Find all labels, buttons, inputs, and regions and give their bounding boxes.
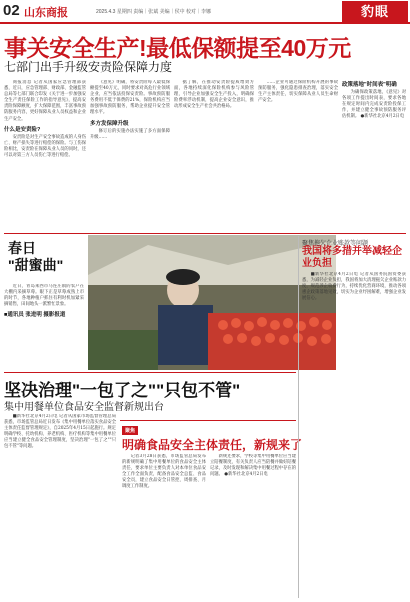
paragraph: 记者3月28日获悉，市场监管总局发布的新规明确了集中用餐单位的食品安全主体责任，要求单位主要负责人对本单位食品安全工作全面负责，配备食品安全总监、食品安全员，建立食品安全日管控、周排查、月调度工作制度。 — [122, 454, 206, 490]
photo-caption — [4, 284, 84, 370]
section-heading: 多方发保障升级 — [90, 120, 129, 127]
section-heading: 什么是安责险? — [4, 126, 41, 133]
lead-subheadline: 七部门出手升级安责险保障力度 — [4, 60, 173, 74]
photo-credit: ■通讯员 张进明 摄影报道 — [4, 312, 66, 319]
paragraph: 新规还要求，学校等集中用餐单位应当建立陪餐制度，有关负责人应当陪餐并做好陪餐记录，及时发现和解决集中用餐过程中存在的问题。 ●新华社北京4月2日电 — [210, 454, 296, 478]
paragraph: 安责险是对生产安全事故造成的人身伤亡、财产损失等进行赔偿的保险。与工伤保险相比，安责险在保障从业人员的同时，还可以对第三方人员伤亡等进行赔偿。 — [4, 134, 86, 158]
paragraph: 为确保政策落地，《意见》对各项工作提出时间表，要求各地在规定时间内完成安责险投保工作，并建立健全事故预防服务评估机制。 ●新华社北京4月2日电 — [342, 90, 406, 120]
paragraph: ■新华社北京4月2日电 记者从国家市场监督管理总局获悉，市场监管总局近日发布《集中用餐单位落实食品安全主体责任监督管理规定》，自2025年4月15日起施行。规定明确学校、托幼机构、养老机构、医疗机构等集中用餐单位应当建立健全食品安全管理制度，坚决治理"一包了之""只包不管"等问题。 — [4, 414, 116, 450]
second-subheadline: 集中用餐单位食品安全监督新规出台 — [4, 402, 164, 413]
paragraph: 近日，青岛莱西市马连庄镇的农户在大棚内采摘草莓。眼下正是草莓成熟上市的时节，各地种植户抓住有利时机加紧采摘销售，田间地头一派繁忙景象。 — [4, 284, 84, 308]
photo-title-line-1: 春日 — [8, 240, 36, 256]
photo-title-line-2: "甜蜜曲" — [8, 257, 64, 273]
lead-column-1 — [4, 80, 86, 232]
photo-illustration — [88, 235, 336, 370]
paragraph: ……企业可通过保险机构开展的事故预防服务，强化隐患排查治理，落实安全生产主体责任，切实保障从业人员生命财产安全。 — [258, 80, 338, 104]
paragraph: 据了解，在推动安责险提质增效方面，各地持续深化保险机构参与风险管理，引导企业加强安全生产投入，明确保险费率浮动机制，提高企业安全意识，推动形成安全生产社会共治格局。 — [174, 80, 254, 110]
section-heading: 政策落地"时间表"明确 — [342, 82, 397, 88]
paragraph: 商报消息 记者从国家应急管理部获悉，近日，应急管理部、财政部、金融监管总局等七部门联合印发《关于进一步加强安全生产责任保险工作的指导意见》，提高安责险保障额度，扩大保障范围，丰富事故预防服务内容，更好保障从业人员权益和企业生产安全。 — [4, 80, 86, 122]
comment-column-2 — [210, 454, 296, 598]
sidebar-kicker: 聚焦拖欠企业账款等问题 — [302, 241, 369, 247]
comment-column-1 — [122, 454, 206, 598]
divider — [120, 420, 296, 421]
second-body — [4, 414, 116, 598]
page-number: 02 — [3, 2, 20, 19]
page-name: 山东商报 — [24, 7, 68, 19]
lead-column-4 — [258, 80, 338, 232]
sidebar-headline: 我国将多措并举减轻企业负担 — [302, 246, 402, 269]
paragraph: ■新华社北京4月2日电 记者从国务院国资委获悉，为减轻企业负担，我国将加大清理拖欠企业账款力度，规范涉企收费行为，持续优化营商环境，推动各项惠企政策落地见效，切实为企业纾困解难，增强企业发展信心。 — [302, 272, 406, 302]
divider — [4, 233, 406, 234]
lead-headline: 事关安全生产!最低保额提至40万元 — [4, 35, 351, 61]
lead-column-5 — [342, 80, 406, 232]
column-divider — [298, 236, 299, 598]
sidebar-body — [302, 272, 406, 598]
divider — [4, 372, 296, 373]
photo-title — [8, 240, 63, 274]
column-logo: 豹眼 — [342, 1, 408, 23]
second-headline: 坚决治理"一包了之""只包不管" — [4, 381, 241, 400]
comment-tag: 聚焦 — [122, 426, 138, 435]
paragraph: 修订后的实施办法实施了多方面保障升级…… — [90, 128, 170, 140]
lead-column-3 — [174, 80, 254, 232]
issue-meta: 2025.4.3 星期四 责编｜张斌 美编｜侯中 校对｜李娜 — [96, 9, 212, 15]
comment-headline: 明确食品安全主体责任，新规来了 — [122, 438, 303, 452]
paragraph: 《意见》明确，将安责险每人最低保额提至40万元，同时要求对高危行业领域企业，应当依法投保安责险。事故预防服务费用不低于保费的21%，保险机构应当加强事故预防服务，帮助企业提升安全管理水平。 — [90, 80, 170, 116]
lead-column-2 — [90, 80, 170, 232]
